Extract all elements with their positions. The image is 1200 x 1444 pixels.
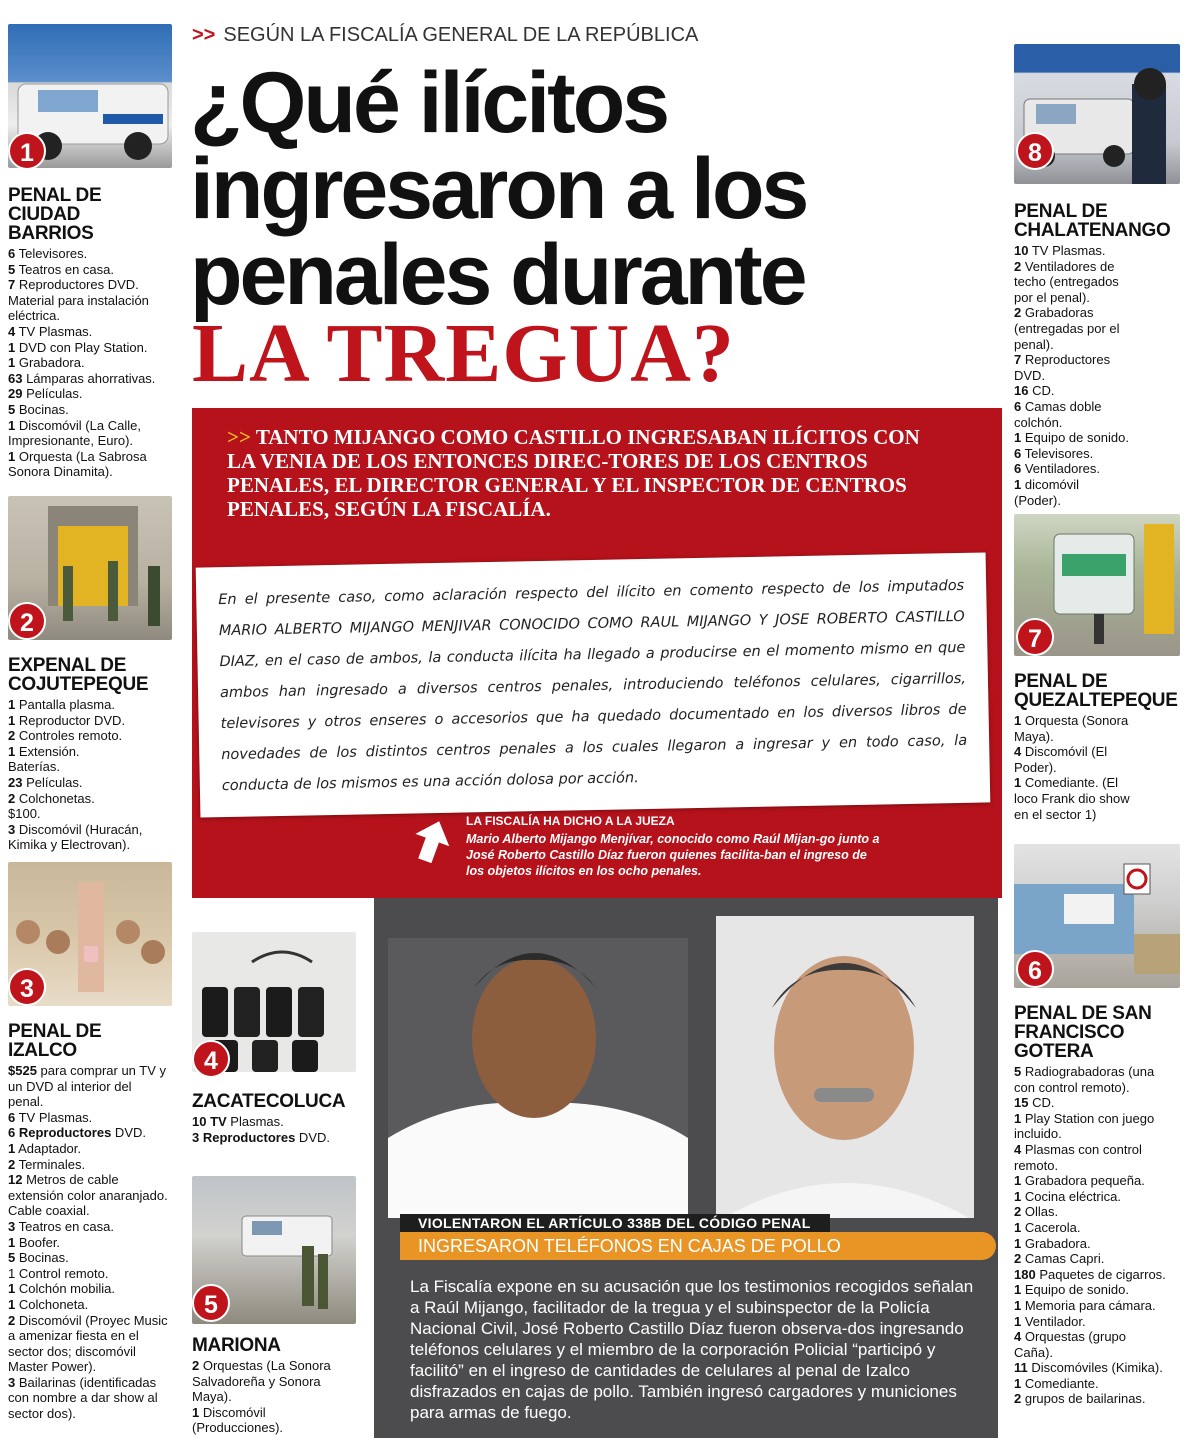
item-list	[192, 1114, 362, 1145]
headline-line-1: ¿Qué ilícitos	[190, 55, 668, 151]
list-item	[8, 1219, 168, 1235]
list-item	[8, 1141, 168, 1157]
item-quantity: 63	[8, 370, 23, 386]
list-item	[1014, 744, 1139, 775]
item-quantity: 5	[8, 401, 16, 417]
list-item	[8, 1266, 168, 1282]
list-item	[8, 697, 180, 713]
item-quantity: 4	[8, 323, 16, 339]
item-description: Bailarinas (identificadas con nombre a dar show al sector dos).	[8, 1374, 158, 1422]
item-description: Camas Capri.	[1021, 1251, 1105, 1267]
item-description: para comprar un TV y un DVD al interior del penal.	[8, 1063, 167, 1110]
item-description: Orquestas (grupo Caña).	[1014, 1329, 1127, 1360]
list-item	[1014, 446, 1129, 462]
item-quantity: 180	[1014, 1266, 1036, 1282]
item-description: DVD con Play Station.	[15, 339, 148, 355]
list-item	[1014, 1111, 1166, 1142]
list-item	[8, 355, 180, 371]
prison-block-cojutepeque	[8, 656, 180, 853]
item-description: Extensión.	[15, 743, 80, 759]
list-item	[1014, 1095, 1166, 1111]
item-list	[8, 697, 180, 853]
item-quantity: 1	[192, 1404, 200, 1420]
badge-8: 8	[1016, 132, 1054, 170]
prison-block-zacatecoluca	[192, 1092, 362, 1145]
item-quantity: 5	[8, 261, 16, 277]
prison-block-san-francisco-gotera	[1014, 1004, 1194, 1407]
item-description: Colchonetas.	[15, 790, 95, 806]
list-item	[8, 1281, 168, 1297]
item-quantity: 1	[8, 1140, 16, 1156]
item-quantity: 1	[8, 743, 16, 759]
item-description: Play Station con juego incluido.	[1014, 1110, 1155, 1142]
item-quantity: 1	[8, 697, 16, 712]
article-label: VIOLENTARON EL ARTÍCULO 338B DEL CÓDIGO PENAL	[400, 1214, 830, 1232]
item-description: Discomóvil (Producciones).	[192, 1404, 284, 1436]
list-item	[8, 293, 180, 324]
prison-title: EXPENAL DE COJUTEPEQUE	[8, 655, 149, 695]
item-quantity: 4	[1014, 1141, 1022, 1157]
badge-3: 3	[8, 968, 46, 1006]
list-item	[8, 1313, 168, 1375]
item-description: Radiograbadoras (una con control remoto).	[1014, 1064, 1155, 1095]
item-description: Cacerola.	[1021, 1219, 1081, 1235]
list-item	[8, 262, 180, 278]
item-quantity: 5	[1014, 1064, 1022, 1079]
item-description: Grabadora.	[15, 355, 85, 371]
headline-line-3: penales durante	[190, 227, 805, 323]
item-quantity: 1	[1014, 430, 1022, 446]
list-item	[1014, 1189, 1166, 1205]
item-quantity: 1	[8, 448, 16, 464]
item-description: Reproductores DVD.	[15, 277, 139, 293]
list-item	[8, 277, 180, 293]
list-item	[8, 340, 180, 356]
item-description: Discomóvil (Huracán, Kimika y Electrovan).	[8, 821, 143, 853]
item-quantity: 3	[8, 1374, 16, 1390]
headline-line-2: ingresaron a los	[190, 141, 807, 237]
list-item	[1014, 1314, 1166, 1330]
list-item	[8, 418, 180, 449]
prison-title: PENAL DE SAN FRANCISCO GOTERA	[1014, 1003, 1152, 1062]
item-quantity: 1	[1014, 1110, 1022, 1126]
list-item	[8, 402, 180, 418]
item-description: TV Plasmas.	[15, 323, 93, 339]
item-quantity: 1	[8, 417, 16, 433]
list-item	[1014, 713, 1139, 744]
subhead-text: TANTO MIJANGO COMO CASTILLO INGRESABAN ILÍCITOS CON LA VENIA DE LOS ENTONCES DIREC-TORES DE LOS CENTROS PENALES, EL DIRECTOR GENERAL Y EL INSPECTOR DE CENTROS PENALES, SEGÚN LA FISCALÍA.	[227, 425, 920, 521]
item-quantity: 1	[8, 1296, 16, 1312]
list-item	[192, 1114, 362, 1130]
quote-text: Mario Alberto Mijango Menjívar, conocido como Raúl Mijan-go junto a José Roberto Castillo Díaz fueron quienes facilita-ban el ingreso de los objetos ilícitos en los ocho penales.	[466, 832, 880, 878]
item-quantity: 3	[8, 1218, 16, 1234]
item-quantity: 4	[1014, 1329, 1022, 1345]
item-description: CD.	[1028, 383, 1055, 399]
prison-title: PENAL DE CIUDAD BARRIOS	[8, 185, 102, 244]
item-quantity: 16	[1014, 383, 1029, 399]
item-quantity: 6	[1014, 461, 1022, 477]
item-quantity: 1	[1014, 1235, 1022, 1251]
kicker-marker: >>	[192, 24, 216, 46]
item-description: Controles remoto.	[15, 728, 123, 744]
item-quantity: 1	[8, 339, 16, 355]
item-quantity: 1	[8, 355, 16, 371]
item-description: Pantalla plasma.	[15, 697, 115, 712]
item-quantity: 6	[1014, 445, 1022, 461]
item-description: Grabadoras (entregadas por el penal).	[1014, 305, 1120, 352]
list-item	[1014, 383, 1129, 399]
item-description: TV Plasmas.	[15, 1109, 93, 1125]
item-quantity: 1	[1014, 1188, 1022, 1204]
prison-title: PENAL DE CHALATENANGO	[1014, 201, 1171, 241]
item-description: grupos de bailarinas.	[1021, 1391, 1146, 1407]
item-description: Lámparas ahorrativas.	[22, 370, 156, 386]
list-item	[1014, 352, 1129, 383]
list-item	[8, 806, 180, 822]
item-quantity: 2	[8, 728, 16, 744]
list-item	[8, 759, 180, 775]
prison-block-quezaltepeque	[1014, 672, 1190, 822]
list-item	[1014, 1329, 1166, 1360]
list-item	[1014, 1376, 1166, 1392]
list-item	[8, 775, 180, 791]
list-item	[8, 1063, 168, 1110]
document-excerpt	[196, 552, 991, 817]
item-description: Discomóvil (Proyec Music a amenizar fiesta en el sector dos; discomóvil Master Power).	[8, 1312, 168, 1375]
badge-4: 4	[192, 1040, 230, 1078]
item-description: Ventiladores de techo (entregados por el penal).	[1014, 258, 1119, 305]
item-description: TV Plasmas.	[1028, 243, 1106, 258]
item-quantity: 11	[1014, 1360, 1028, 1376]
item-description: Grabadora.	[1021, 1235, 1091, 1251]
list-item	[8, 1157, 168, 1173]
list-item	[1014, 305, 1129, 352]
item-description: Terminales.	[15, 1156, 86, 1172]
item-quantity: 1	[1014, 1219, 1022, 1235]
list-item	[1014, 1391, 1166, 1407]
item-list	[1014, 1064, 1166, 1407]
item-quantity: 1	[1014, 1173, 1022, 1189]
item-quantity: 15	[1014, 1095, 1029, 1111]
item-description: Boofer.	[15, 1234, 61, 1250]
item-quantity: 1	[8, 1281, 16, 1297]
item-quantity: 1	[8, 1234, 16, 1250]
item-description: Orquesta (La Sabrosa Sonora Dinamita).	[8, 448, 147, 480]
list-item	[8, 791, 180, 807]
list-item	[8, 744, 180, 760]
badge-2: 2	[8, 602, 46, 640]
item-quantity: 2	[192, 1358, 200, 1373]
item-quantity: 7	[8, 277, 16, 293]
item-description: Bocinas.	[15, 1250, 69, 1266]
item-description: Plasmas.	[226, 1114, 284, 1129]
item-description: Bocinas.	[15, 401, 69, 417]
item-description: Adaptador.	[15, 1140, 82, 1156]
chicken-boxes-label: INGRESARON TELÉFONOS EN CAJAS DE POLLO	[400, 1232, 996, 1260]
item-quantity: 1	[1014, 1297, 1022, 1313]
item-description: Cable coaxial.	[8, 1203, 90, 1219]
list-item	[1014, 1142, 1166, 1173]
item-quantity: 12	[8, 1172, 23, 1188]
item-description: Teatros en casa.	[15, 261, 114, 277]
item-description: Material para instalación eléctrica.	[8, 292, 149, 324]
item-quantity: 2	[8, 1156, 16, 1172]
list-item	[8, 822, 180, 853]
item-quantity: 3	[8, 821, 16, 837]
item-description: Televisores.	[15, 246, 88, 261]
prison-title: PENAL DE QUEZALTEPEQUE	[1014, 671, 1178, 711]
list-item	[8, 386, 180, 402]
item-description: dicomóvil (Poder).	[1014, 476, 1080, 508]
badge-7: 7	[1016, 618, 1054, 656]
list-item	[192, 1405, 352, 1436]
list-item	[8, 1203, 168, 1219]
item-description: Paquetes de cigarros.	[1035, 1266, 1166, 1282]
list-item	[1014, 430, 1129, 446]
item-list	[8, 1063, 168, 1422]
item-quantity: 1	[1014, 1375, 1022, 1391]
item-description: Equipo de sonido.	[1021, 1282, 1129, 1298]
item-description: Orquestas (La Sonora Salvadoreña y Sonora Maya).	[192, 1358, 331, 1405]
badge-5: 5	[192, 1284, 230, 1322]
list-item	[1014, 1298, 1166, 1314]
list-item	[8, 1110, 168, 1126]
prison-block-izalco	[8, 1022, 168, 1422]
document-excerpt-text: En el presente caso, como aclaración respecto del ilícito en comento respecto de los imputados MARIO ALBERTO MIJANGO MENJIVAR CONOCIDO COMO RAUL MIJANGO Y JOSE ROBERTO CASTILLO DIAZ, en el caso de ambos, la conducta ilícita ha llegado a producirse en el momento mismo en que ambos han ingresado a diversos centros penales, introduciendo teléfonos celulares, cigarrillos, televisores y otros enseres o accesorios que ha quedado documentado en los diversos libros de novedades de los distintos centros penales a los cuales llegaron a ingresar y en todo caso, la conducta de los mismos es una acción dolosa por acción.	[218, 577, 968, 795]
list-item	[8, 713, 180, 729]
item-description: DVD.	[111, 1125, 146, 1141]
item-description: Discomóvil (El Poder).	[1014, 744, 1108, 775]
subhead-marker: >>	[227, 425, 251, 449]
item-description: Colchón mobilia.	[15, 1281, 115, 1297]
quote-label: LA FISCALÍA HA DICHO A LA JUEZA	[466, 814, 675, 828]
list-item	[8, 728, 180, 744]
list-item	[8, 1172, 168, 1203]
item-quantity: 4	[1014, 744, 1022, 760]
item-description: Baterías.	[8, 759, 61, 775]
list-item	[8, 1235, 168, 1251]
item-quantity: 6 Reproductores	[8, 1125, 112, 1141]
prison-block-chalatenango	[1014, 202, 1190, 508]
list-item	[1014, 399, 1129, 430]
list-item	[1014, 243, 1129, 259]
item-quantity: 5	[8, 1250, 16, 1266]
item-quantity: 1	[1014, 713, 1022, 728]
red-subhead	[227, 425, 947, 521]
badge-6: 6	[1016, 950, 1054, 988]
item-description: Cocina eléctrica.	[1021, 1188, 1121, 1204]
list-item	[8, 371, 180, 387]
item-description: $100.	[8, 806, 41, 822]
list-item	[8, 1297, 168, 1313]
item-quantity: 2	[1014, 305, 1022, 321]
item-description: Teatros en casa.	[15, 1218, 114, 1234]
item-description: Discomóvil (La Calle, Impresionante, Euro).	[8, 417, 141, 449]
list-item	[192, 1130, 362, 1146]
item-quantity: 1	[1014, 1282, 1022, 1298]
prison-block-ciudad-barrios	[8, 186, 180, 480]
item-description: Memoria para cámara.	[1021, 1297, 1156, 1313]
list-item	[1014, 1064, 1166, 1095]
list-item	[8, 449, 180, 480]
item-quantity: 2	[8, 1312, 16, 1328]
list-item	[1014, 1204, 1166, 1220]
list-item	[8, 324, 180, 340]
item-description: DVD.	[295, 1129, 330, 1145]
defendants-portrait-image	[374, 898, 998, 1218]
item-quantity: 3 Reproductores	[192, 1129, 296, 1145]
list-item	[1014, 1282, 1166, 1298]
list-item	[1014, 1360, 1166, 1376]
item-description: Colchoneta.	[15, 1296, 89, 1312]
prison-title: ZACATECOLUCA	[192, 1091, 346, 1112]
item-description: Orquesta (Sonora Maya).	[1014, 713, 1129, 744]
kicker	[192, 24, 698, 46]
accusation-text: La Fiscalía expone en su acusación que los testimonios recogidos señalan a Raúl Mijango, facilitador de la tregua y el subinspector de la Policía Nacional Civil, José Roberto Castillo Díaz fueron observa-dos ingresando teléfonos celulares y el miembro de la corporación Policial “participó y facilitó” en el ingreso de cantidades de celulares al penal de Izalco disfrazados en cajas de pollo. También ingresó cargadores y municiones para armas de fuego.	[410, 1277, 974, 1422]
item-quantity: 2	[1014, 1204, 1022, 1220]
item-description: Ventilador.	[1021, 1313, 1086, 1329]
prison-title: PENAL DE IZALCO	[8, 1021, 102, 1061]
item-list	[192, 1358, 352, 1436]
item-description: Películas.	[22, 774, 83, 790]
item-quantity: 2	[1014, 1251, 1022, 1267]
list-item	[8, 246, 180, 262]
list-item	[1014, 1251, 1166, 1267]
headline-red: LA TREGUA?	[192, 307, 735, 400]
item-quantity: 1	[1014, 476, 1022, 492]
headline	[190, 55, 1010, 323]
list-item	[1014, 259, 1129, 306]
item-quantity: 2	[1014, 258, 1022, 274]
badge-1: 1	[8, 132, 46, 170]
item-quantity: 1	[1014, 775, 1022, 791]
item-description: Metros de cable extensión color anaranjado.	[8, 1172, 168, 1203]
list-item	[8, 1125, 168, 1141]
arrow-up-icon	[412, 818, 452, 864]
item-quantity: 29	[8, 386, 23, 402]
item-quantity: 23	[8, 774, 23, 790]
item-description: Televisores.	[1021, 445, 1094, 461]
item-quantity: 6	[1014, 398, 1022, 414]
prison-title: MARIONA	[192, 1335, 281, 1356]
list-item	[1014, 1173, 1166, 1189]
item-description: Reproductores DVD.	[1014, 352, 1111, 383]
item-description: Comediante. (El loco Frank dio show en el sector 1)	[1014, 775, 1130, 822]
item-quantity: 6	[8, 246, 16, 261]
item-quantity: 2	[8, 790, 16, 806]
item-quantity: 10	[1014, 243, 1029, 258]
item-quantity: 7	[1014, 352, 1022, 368]
list-item	[1014, 1236, 1166, 1252]
list-item	[1014, 775, 1139, 822]
list-item	[1014, 1220, 1166, 1236]
item-description: Camas doble colchón.	[1014, 398, 1102, 430]
item-description: Grabadora pequeña.	[1021, 1173, 1145, 1189]
item-description: Ollas.	[1021, 1204, 1059, 1220]
item-description: Equipo de sonido.	[1021, 430, 1129, 446]
list-item	[1014, 461, 1129, 477]
item-description: Comediante.	[1021, 1375, 1099, 1391]
item-description: Discomóviles (Kimika).	[1027, 1360, 1163, 1376]
item-list	[1014, 243, 1129, 508]
prison-block-mariona	[192, 1336, 352, 1436]
list-item	[8, 1375, 168, 1422]
item-description: Reproductor DVD.	[15, 712, 126, 728]
kicker-text: SEGÚN LA FISCALÍA GENERAL DE LA REPÚBLICA	[223, 24, 699, 46]
item-list	[8, 246, 180, 480]
item-quantity: 2	[1014, 1391, 1022, 1407]
list-item	[1014, 477, 1129, 508]
item-description: 1 Control remoto.	[8, 1265, 109, 1281]
item-quantity: 1	[8, 712, 16, 728]
item-description: CD.	[1028, 1095, 1055, 1111]
item-description: Películas.	[22, 386, 83, 402]
item-quantity: 10 TV	[192, 1114, 227, 1129]
item-quantity: 1	[1014, 1313, 1022, 1329]
item-description: Plasmas con control remoto.	[1014, 1141, 1142, 1173]
list-item	[8, 1250, 168, 1266]
item-description: Ventiladores.	[1021, 461, 1101, 477]
item-list	[1014, 713, 1139, 822]
list-item	[1014, 1267, 1166, 1283]
item-quantity: 6	[8, 1109, 16, 1125]
item-quantity: $525	[8, 1063, 37, 1078]
list-item	[192, 1358, 352, 1405]
